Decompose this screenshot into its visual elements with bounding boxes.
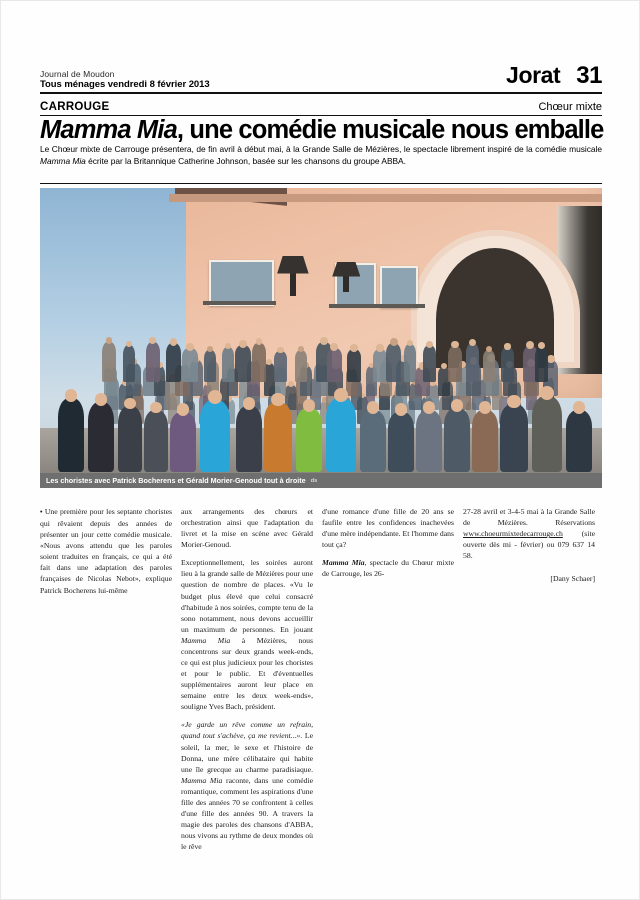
photo-person (123, 345, 135, 382)
page-number: 31 (576, 62, 602, 89)
photo-window (209, 260, 275, 306)
paper-name: Journal de Moudon (40, 69, 115, 80)
body-column-1 (40, 506, 172, 859)
col2-p3-italic2: Mamma Mia (181, 775, 223, 785)
photo-person (466, 343, 480, 382)
photo-person-head (395, 403, 407, 415)
masthead-rule (40, 92, 602, 94)
body-column-4 (463, 506, 595, 859)
lede-part2: écrite par la Britannique Catherine Johnson, basée sur les chansons du groupe ABBA. (85, 155, 406, 166)
photo-person-head (207, 346, 213, 352)
masthead-right (506, 62, 602, 90)
col3-p2: , spectacle du Chœur mixte de Carrouge, les 26- (322, 558, 454, 579)
col2-p3a: . Le soleil, la mer, le sexe et l'histoire de Donna, une mère célibataire qui habite une île grecque au charme paradisiaque. (181, 731, 313, 774)
photo-person (535, 347, 548, 382)
photo-person (327, 348, 342, 382)
photo-person-head (469, 339, 476, 346)
photo-person-head (573, 401, 585, 413)
photo-person (296, 408, 322, 472)
photo-caption-bar (40, 473, 602, 488)
photo-person-head (95, 393, 107, 405)
paragraph (322, 506, 454, 550)
paragraph (181, 719, 313, 852)
photo-person-head (507, 395, 520, 408)
author-byline: [Dany Schaer] (550, 574, 595, 584)
photo-person (483, 350, 495, 382)
section-name: Jorat (506, 62, 561, 88)
photo-credit: ds (310, 477, 318, 484)
article-photo (40, 188, 602, 488)
photo-person-head (243, 397, 255, 409)
col2-p2a: Exceptionnellement, les soirées auront lieu à la grande salle de Mézières pour une question de nombre de places. «Vu le budget plus élevé que celui consacré d'habitude à nos soirées, compte tenu de la sono notamment, nous devons accueillir un maximum de personnes. En jouant (181, 558, 313, 634)
photo-person (102, 342, 115, 382)
photo-person (200, 400, 230, 472)
photo-person (235, 345, 251, 382)
col2-p2-italic: Mamma Mia (181, 635, 231, 645)
photo-railing (329, 304, 425, 308)
photo-person (448, 346, 462, 382)
photo-person-head (451, 399, 463, 411)
photo-window (380, 266, 418, 308)
photo-person (360, 410, 386, 472)
photo-person-head (277, 347, 284, 354)
photo-person-head (504, 343, 510, 349)
kicker-row (40, 101, 602, 113)
photo-person (444, 408, 470, 472)
bullet-icon: • (40, 509, 43, 516)
photo-person-head (350, 344, 358, 352)
col3-p2-italic: Mamma Mia (322, 558, 365, 568)
photo-person (386, 343, 401, 382)
photo-person (88, 402, 114, 472)
photo-person-head (271, 393, 284, 406)
col4-p1a: 27-28 avril et 3-4-5 mai à la Grande Salle de Mézières. Réservations (463, 507, 595, 528)
paragraph (181, 557, 313, 712)
headline-rest: , une comédie musicale nous emballe (176, 116, 604, 144)
photo-person (404, 344, 416, 382)
photo-person (146, 342, 160, 382)
photo-person (347, 349, 362, 382)
lede-italic: Mamma Mia (40, 155, 86, 166)
col2-p3-italic: «Je garde un rêve comme un refrain, quand tout s'achève, ça me revient...» (181, 720, 313, 741)
photo-person-head (423, 401, 435, 413)
photo-person (166, 343, 180, 382)
photo-person-head (486, 346, 492, 352)
photo-person-head (170, 338, 178, 346)
photo-person-head (376, 344, 383, 351)
paragraph (463, 506, 595, 561)
photo-person-head (303, 399, 315, 411)
photo-person (204, 350, 216, 382)
photo-person (326, 398, 356, 472)
photo-person-head (367, 401, 379, 413)
col1-p1: Une première pour les septante choristes qui rêvaient depuis des années de présenter un jour cette comédie musicale. «Nous avons attendu que les paroles soient traduites en français, ce qui a été fait dans une adaptation des paroles françaises de Nicolas Nebot», explique Patrick Bocherens lui-même (40, 507, 172, 595)
photo-person (144, 410, 168, 472)
photo-person-head (426, 341, 433, 348)
photo-person-head (65, 389, 77, 401)
photo-person (566, 410, 592, 472)
masthead (40, 62, 602, 90)
photo-person (58, 398, 84, 472)
photo-person-head (225, 343, 231, 349)
page-title (40, 117, 606, 143)
lede-paragraph (40, 144, 602, 168)
paragraph (181, 506, 313, 550)
photo-person (236, 406, 262, 472)
photo-person (532, 396, 562, 472)
photo-caption: Les choristes avec Patrick Bocherens et Gérald Morier-Genoud tout à droite (46, 476, 306, 485)
photo-person (252, 343, 265, 382)
photo-person (182, 348, 198, 382)
photo-eave (169, 194, 602, 202)
photo-person-head (177, 403, 189, 415)
col4-p1b: (site ouverte dès mi - février) ou 079 637 14 58. (463, 529, 595, 561)
photo-person (423, 345, 437, 382)
body-column-2 (181, 506, 313, 859)
lede-part1: Le Chœur mixte de Carrouge présentera, de fin avril à début mai, à la Grande Salle de Mézières, le spectacle librement inspiré de la comédie musicale (40, 144, 602, 154)
kicker-locality: CARROUGE (40, 101, 110, 113)
kicker-category: Chœur mixte (538, 101, 602, 113)
headline-italic: Mamma Mia (40, 116, 177, 144)
website-link[interactable]: www.choeurmixtedecarrouge.ch (463, 529, 563, 539)
photo-person (264, 402, 292, 472)
photo-person (416, 410, 442, 472)
photo-person (472, 410, 498, 472)
photo-person (295, 350, 308, 382)
photo-person-head (479, 401, 491, 413)
photo-crowd (40, 326, 602, 488)
article-body (40, 506, 606, 859)
photo-person (501, 347, 513, 382)
col3-p1: d'une romance d'une fille de 20 ans se faufile entre les confidences inachevées d'une mère indépendante. Et l'homme dans tout ça? (322, 507, 454, 550)
photo-person (118, 406, 142, 472)
col2-p1: aux arrangements des chœurs et orchestration ainsi que l'adaptation du livret et la mise en scène avec Gérald Morier-Genoud. (181, 507, 313, 550)
photo-person (170, 412, 196, 472)
photo-person (500, 404, 528, 472)
photo-person (274, 351, 287, 382)
body-column-3 (322, 506, 454, 859)
photo-person-head (390, 338, 398, 346)
photo-person (388, 412, 414, 472)
paragraph (322, 557, 454, 579)
photo-person-head (547, 355, 555, 363)
col2-p2b: à Mézières, nous concentrons sur deux grands week-ends, ce qui est plus judicieux pour les choristes et pour le public. Et d'éventuelles supplémentaires auront leur place en semaine entre les deux week-ends», souligne Yves Bach, président. (181, 635, 314, 712)
photo-railing (203, 301, 276, 305)
masthead-left (40, 70, 210, 90)
col2-p3b: raconte, dans une comédie romantique, comment les aspirations d'une fille des années 70 se confrontent à celles d'une fille des années 90. A travers la magie des paroles des chansons d'ABBA, nous vivons au rythme de deux mondes où le rêve (181, 775, 313, 852)
photo-person (222, 347, 234, 382)
lede-rule (40, 183, 602, 184)
paragraph (40, 506, 172, 596)
photo-person-head (526, 341, 534, 349)
paper-edition: Tous ménages vendredi 8 février 2013 (40, 79, 210, 91)
